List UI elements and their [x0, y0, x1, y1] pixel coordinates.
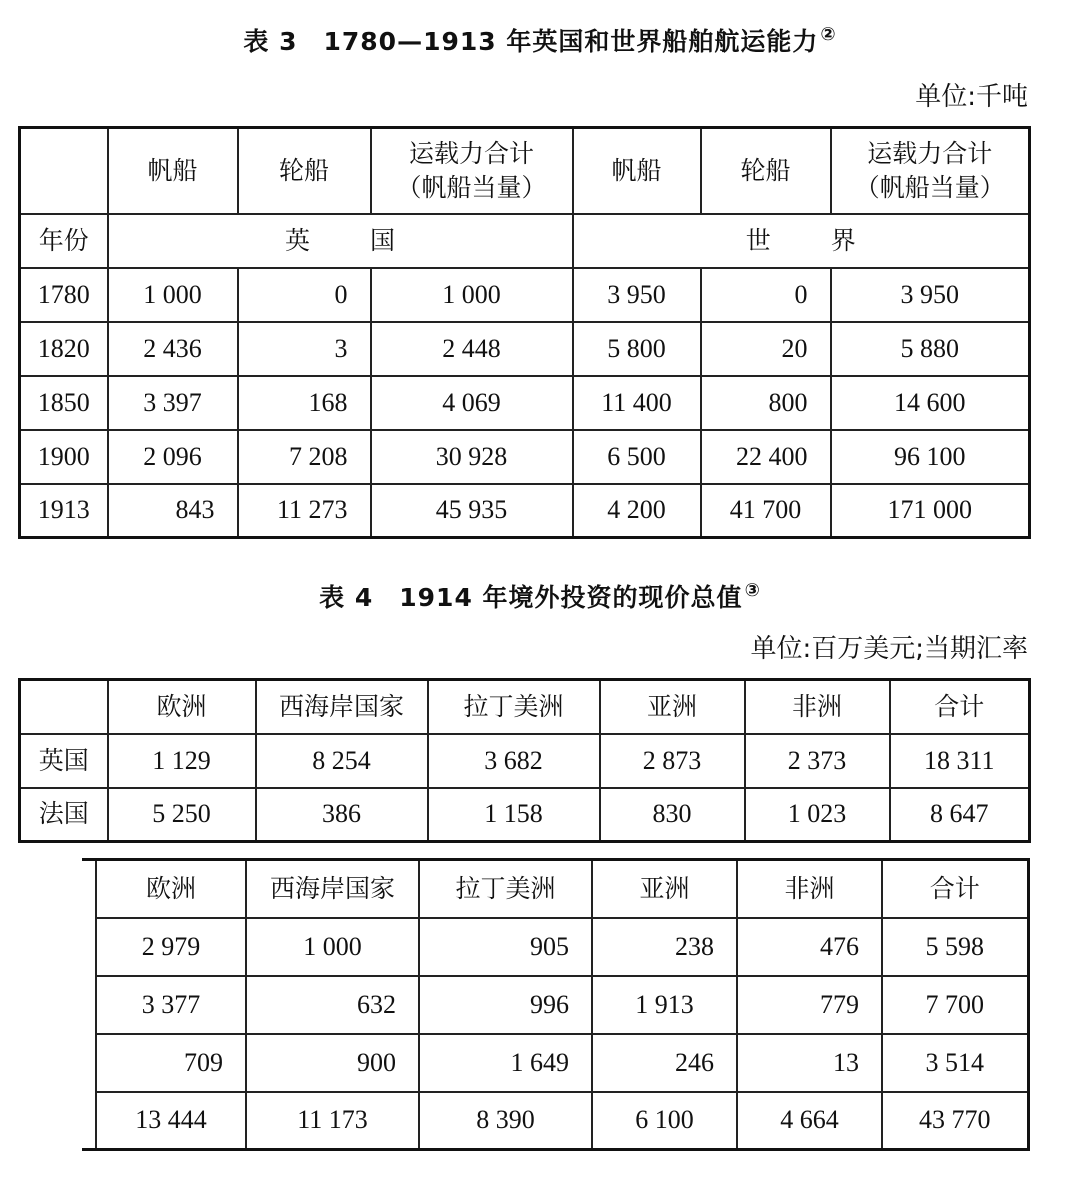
col-header: 亚洲: [600, 680, 745, 734]
cell: 4 200: [573, 484, 701, 538]
cell: 2 448: [371, 322, 573, 376]
row-header: 法国: [20, 788, 108, 842]
cell: 7 208: [238, 430, 371, 484]
cell: 800: [701, 376, 831, 430]
cell: 476: [737, 918, 882, 976]
cell: 14 600: [831, 376, 1030, 430]
overseas-investment-table: [18, 678, 1031, 843]
clipped-cell: [82, 1092, 96, 1150]
cell: 11 400: [573, 376, 701, 430]
cell: 11 273: [238, 484, 371, 538]
cell: 0: [238, 268, 371, 322]
table-row: [20, 484, 1030, 538]
cell: 5 800: [573, 322, 701, 376]
table-row: [82, 1092, 1028, 1150]
year-cell: 1820: [20, 322, 108, 376]
cell: 13: [737, 1034, 882, 1092]
cell: 1 129: [108, 734, 256, 788]
year-cell: 1850: [20, 376, 108, 430]
cell: 900: [246, 1034, 419, 1092]
cell: 5 250: [108, 788, 256, 842]
table-header-row: [20, 128, 1030, 214]
cell: 2 979: [96, 918, 246, 976]
col-header: 轮船: [238, 128, 371, 214]
col-header: 西海岸国家: [246, 860, 419, 918]
cell: 7 700: [882, 976, 1028, 1034]
table-row: [82, 1034, 1028, 1092]
cell: 4 069: [371, 376, 573, 430]
cell: 1 000: [246, 918, 419, 976]
col-header: 非洲: [737, 860, 882, 918]
cell: 709: [96, 1034, 246, 1092]
cell: 8 647: [890, 788, 1030, 842]
cell: 6 500: [573, 430, 701, 484]
year-cell: 1900: [20, 430, 108, 484]
table-row: [20, 734, 1030, 788]
table-row: [20, 376, 1030, 430]
cell: 171 000: [831, 484, 1030, 538]
cell: 2 873: [600, 734, 745, 788]
cell: 3 950: [831, 268, 1030, 322]
table-row: [20, 322, 1030, 376]
cell: 8 254: [256, 734, 428, 788]
table-header-row: [82, 860, 1028, 918]
cell: 996: [419, 976, 592, 1034]
clipped-cell: [82, 860, 96, 918]
table-header-row: [20, 680, 1030, 734]
cell: 20: [701, 322, 831, 376]
col-header: 欧洲: [96, 860, 246, 918]
cell: 0: [701, 268, 831, 322]
table-row: [20, 788, 1030, 842]
table-row: [20, 430, 1030, 484]
cell: 2 436: [108, 322, 238, 376]
cell: 43 770: [882, 1092, 1028, 1150]
cell: 3 950: [573, 268, 701, 322]
cell: 168: [238, 376, 371, 430]
col-header: 非洲: [745, 680, 890, 734]
col-header: 西海岸国家: [256, 680, 428, 734]
col-header: 拉丁美洲: [419, 860, 592, 918]
cell: 11 173: [246, 1092, 419, 1150]
cell: 2 373: [745, 734, 890, 788]
cell: 22 400: [701, 430, 831, 484]
cell: 8 390: [419, 1092, 592, 1150]
cell: 1 158: [428, 788, 600, 842]
footnote-mark: ③: [744, 580, 761, 601]
corner-cell: [20, 128, 108, 214]
table-row: [82, 918, 1028, 976]
clipped-cell: [82, 918, 96, 976]
cell: 246: [592, 1034, 737, 1092]
col-header: 轮船: [701, 128, 831, 214]
cell: 779: [737, 976, 882, 1034]
cell: 2 096: [108, 430, 238, 484]
cell: 3 514: [882, 1034, 1028, 1092]
clipped-cell: [82, 976, 96, 1034]
cell: 18 311: [890, 734, 1030, 788]
table4-unit: 单位:百万美元;当期汇率: [750, 634, 1028, 664]
group-header-row: [20, 214, 1030, 268]
cell: 5 598: [882, 918, 1028, 976]
shipping-capacity-table: [18, 126, 1031, 539]
col-header: 欧洲: [108, 680, 256, 734]
col-header: 运载力合计 （帆船当量）: [371, 128, 573, 214]
col-header: 帆船: [573, 128, 701, 214]
corner-cell: [20, 680, 108, 734]
cell: 843: [108, 484, 238, 538]
row-header: 英国: [20, 734, 108, 788]
cell: 13 444: [96, 1092, 246, 1150]
footnote-mark: ②: [820, 24, 837, 45]
table-row: [20, 268, 1030, 322]
investment-continuation-table: [82, 858, 1030, 1151]
cell: 632: [246, 976, 419, 1034]
table4-title: 表 4 1914 年境外投资的现价总值 ③: [319, 580, 761, 612]
table3-title: 表 3 1780—1913 年英国和世界船舶航运能力 ②: [243, 24, 837, 56]
group-uk: 英国: [108, 214, 573, 268]
cell: 3 682: [428, 734, 600, 788]
cell: 905: [419, 918, 592, 976]
table3-unit: 单位:千吨: [915, 82, 1028, 112]
cell: 4 664: [737, 1092, 882, 1150]
cell: 5 880: [831, 322, 1030, 376]
col-header: 帆船: [108, 128, 238, 214]
cell: 30 928: [371, 430, 573, 484]
cell: 96 100: [831, 430, 1030, 484]
cell: 1 000: [108, 268, 238, 322]
cell: 1 913: [592, 976, 737, 1034]
cell: 238: [592, 918, 737, 976]
cell: 45 935: [371, 484, 573, 538]
col-header: 合计: [882, 860, 1028, 918]
cell: 386: [256, 788, 428, 842]
group-world: 世界: [573, 214, 1030, 268]
cell: 1 000: [371, 268, 573, 322]
cell: 3: [238, 322, 371, 376]
year-label: 年份: [20, 214, 108, 268]
cell: 1 023: [745, 788, 890, 842]
clipped-cell: [82, 1034, 96, 1092]
col-header: 运载力合计 （帆船当量）: [831, 128, 1030, 214]
table-row: [82, 976, 1028, 1034]
col-header: 拉丁美洲: [428, 680, 600, 734]
cell: 6 100: [592, 1092, 737, 1150]
col-header: 合计: [890, 680, 1030, 734]
cell: 3 397: [108, 376, 238, 430]
cell: 41 700: [701, 484, 831, 538]
cell: 830: [600, 788, 745, 842]
cell: 3 377: [96, 976, 246, 1034]
year-cell: 1780: [20, 268, 108, 322]
cell: 1 649: [419, 1034, 592, 1092]
col-header: 亚洲: [592, 860, 737, 918]
year-cell: 1913: [20, 484, 108, 538]
